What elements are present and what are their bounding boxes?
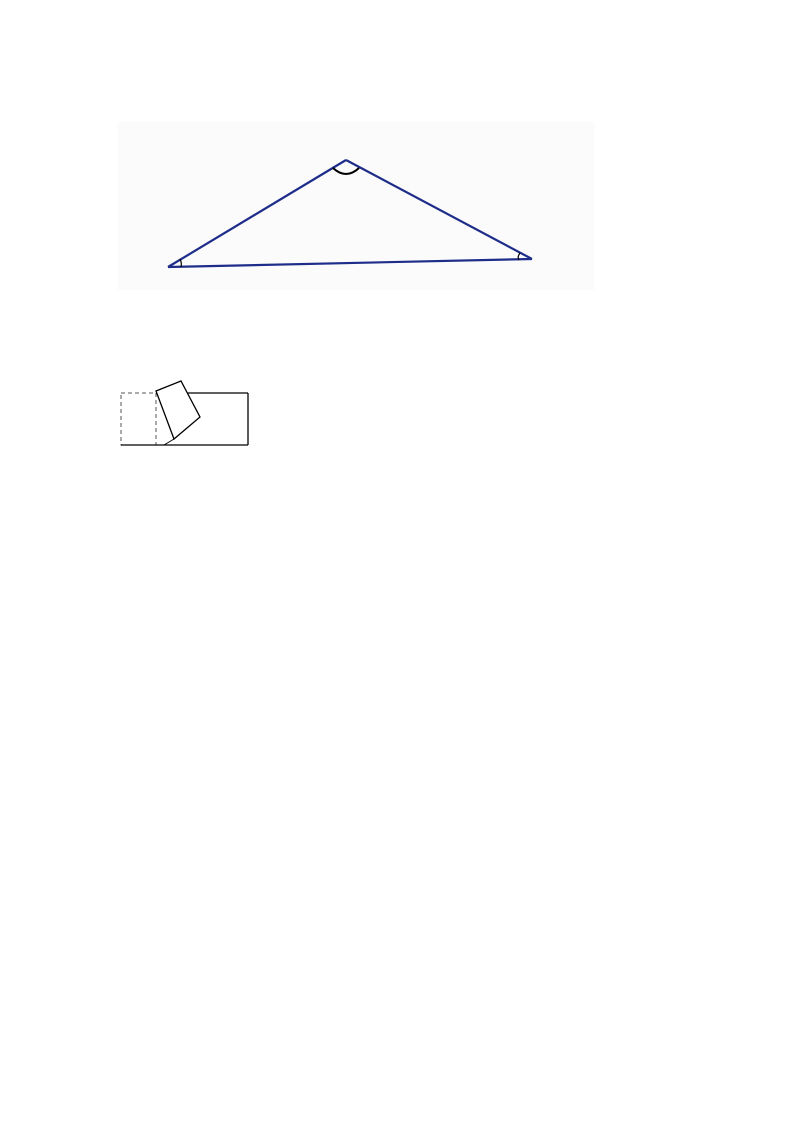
folded-paper-figure [118,377,674,457]
q2-line-2 [118,357,674,375]
q1-options [118,320,674,338]
q2-option-c [118,475,674,493]
folded-flap [156,381,200,439]
folded-paper-svg [118,377,268,457]
q2-options-row-1 [118,457,674,475]
triangle-svg [118,122,594,290]
document-page [118,118,674,493]
side-ab [168,160,346,267]
side-ac [346,160,532,259]
folded-part-outline [121,393,156,445]
triangle-figure [118,122,594,290]
angle-1-arc [333,168,359,174]
side-bc [168,259,532,267]
q2-line-1 [118,338,674,356]
fold-crease [164,439,174,445]
